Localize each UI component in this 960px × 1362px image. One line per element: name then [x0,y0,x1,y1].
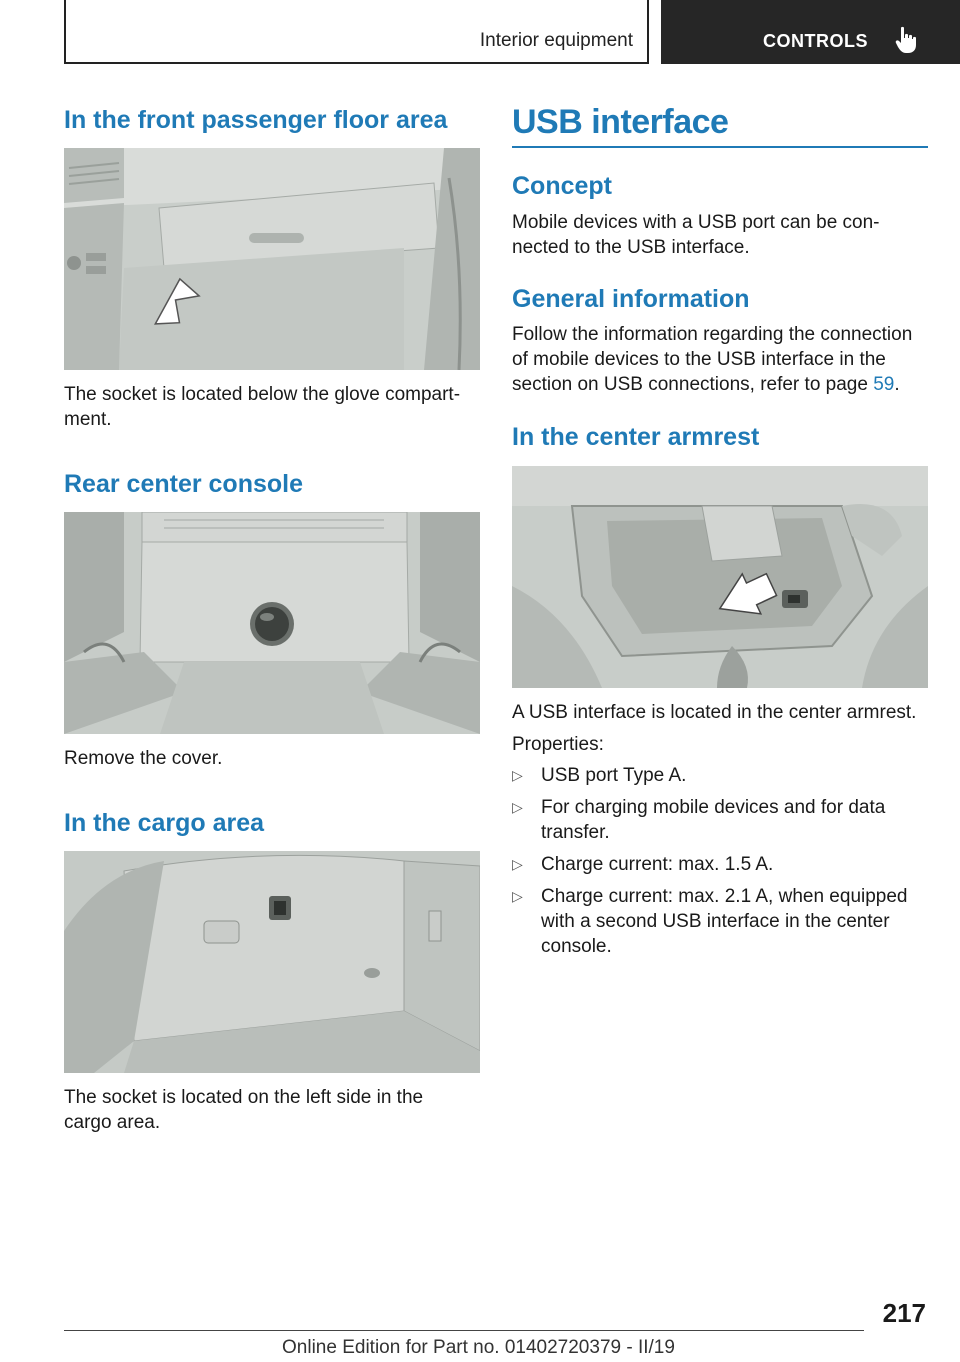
properties-list [512,763,928,966]
rear-console-figure [64,512,480,734]
glove-compartment-figure [64,148,480,370]
cargo-caption: The socket is located on the left side in the cargo area. [64,1087,424,1133]
cargo-area-figure [64,851,480,1073]
triangle-bullet-icon: ▷ [512,799,523,815]
front-passenger-caption: The socket is located below the glove compart- ment. [64,384,461,430]
header-section-title: Interior equipment [479,30,633,51]
center-armrest-heading: In the center armrest [512,423,760,451]
footer-divider [64,1330,864,1331]
concept-heading: Concept [512,172,612,200]
title-divider [512,146,928,148]
footer-edition: Online Edition for Part no. 01402720379 - II/19 [282,1337,675,1358]
page-number: 217 [882,1298,926,1328]
general-info-heading: General information [512,285,750,313]
rear-console-caption: Remove the cover. [64,748,223,769]
page-reference-link[interactable]: 59 [873,374,895,395]
rear-console-heading: Rear center console [64,470,303,498]
triangle-bullet-icon: ▷ [512,767,523,783]
triangle-bullet-icon: ▷ [512,856,523,872]
properties-label: Properties: [512,734,604,755]
list-item: ▷ For charging mobile devices and for data transfer. [512,797,886,843]
armrest-caption: A USB interface is located in the center armrest. [512,702,917,723]
list-item: ▷ USB port Type A. [512,765,687,786]
triangle-bullet-icon: ▷ [512,888,523,904]
list-item: ▷ Charge current: max. 1.5 A. [512,854,774,875]
general-info-text: Follow the information regarding the connection of mobile devices to the USB interface in the section on USB connections, refer to page 59. [512,324,913,395]
list-item: ▷ Charge current: max. 2.1 A, when equipped with a second USB interface in the center console. [512,886,908,957]
center-armrest-figure [512,466,928,688]
pointing-hand-icon [895,26,919,54]
cargo-heading: In the cargo area [64,809,265,837]
usb-interface-title: USB interface [512,103,729,141]
concept-text: Mobile devices with a USB port can be con- nected to the USB interface. [512,212,880,258]
header-chapter-tab[interactable] [661,0,960,64]
front-passenger-heading: In the front passenger floor area [64,106,448,134]
header-chapter-title: CONTROLS [763,31,868,51]
header-section-box [64,0,649,64]
